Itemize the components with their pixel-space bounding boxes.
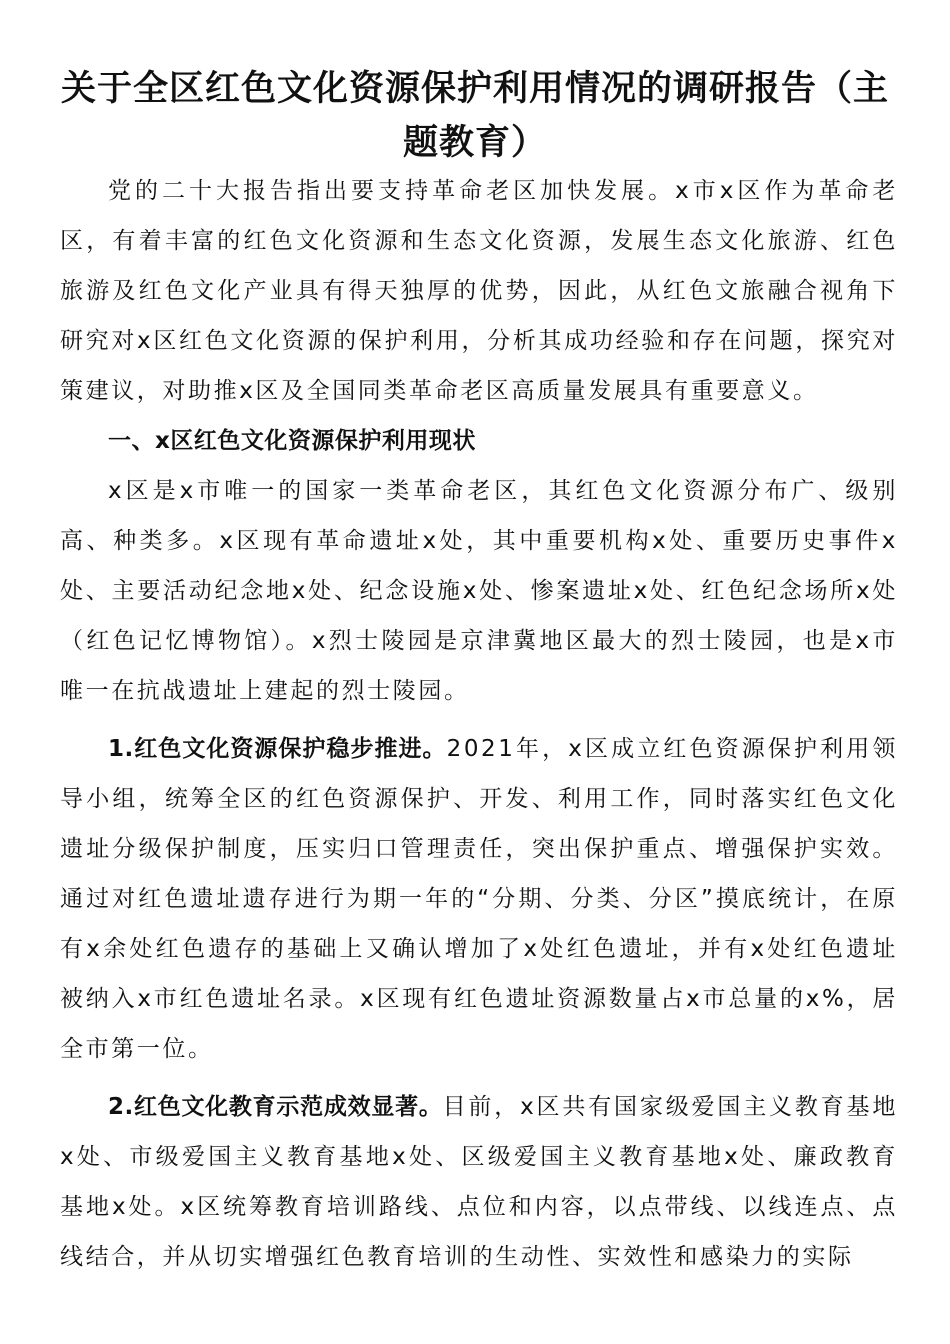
document-body (60, 166, 898, 1282)
item-2-paragraph (60, 1082, 898, 1282)
item-1-lead: 1.红色文化资源保护稳步推进。 (108, 736, 447, 762)
item-1-body: 2021年，x区成立红色资源保护利用领导小组，统筹全区的红色资源保护、开发、利用工作，同时落实红色文化遗址分级保护制度，压实归口管理责任，突出保护重点、增强保护实效。通过对红色遗址遗存进行为期一年的“分期、分类、分区”摸底统计，在原有x余处红色遗存的基础上又确认增加了x处红色遗址，并有x处红色遗址被纳入x市红色遗址名录。x区现有红色遗址资源数量占x市总量的x%，居全市第一位。 (60, 736, 899, 1062)
item-2-lead: 2.红色文化教育示范成效显著。 (108, 1094, 443, 1120)
section-paragraph: x区是x市唯一的国家一类革命老区，其红色文化资源分布广、级别高、种类多。x区现有革命遗址x处，其中重要机构x处、重要历史事件x处、主要活动纪念地x处、纪念设施x处、惨案遗址x处、红色纪念场所x处（红色记忆博物馆）。x烈士陵园是京津冀地区最大的烈士陵园，也是x市唯一在抗战遗址上建起的烈士陵园。 (60, 478, 898, 704)
section-heading: 一、x区红色文化资源保护利用现状 (108, 428, 476, 454)
intro-paragraph: 党的二十大报告指出要支持革命老区加快发展。x市x区作为革命老区，有着丰富的红色文化资源和生态文化资源，发展生态文化旅游、红色旅游及红色文化产业具有得天独厚的优势，因此，从红色文旅融合视角下研究对x区红色文化资源的保护利用，分析其成功经验和存在问题，探究对策建议，对助推x区及全国同类革命老区高质量发展具有重要意义。 (60, 178, 898, 404)
document-title: 关于全区红色文化资源保护利用情况的调研报告（主题教育） (60, 68, 889, 163)
item-2-body: 目前，x区共有国家级爱国主义教育基地x处、市级爱国主义教育基地x处、区级爱国主义教育基地x处、廉政教育基地x处。x区统筹教育培训路线、点位和内容，以点带线、以线连点、点线结合，并从切实增强红色教育培训的生动性、实效性和感染力的实际 (60, 1094, 898, 1270)
item-1-paragraph (60, 724, 898, 1074)
